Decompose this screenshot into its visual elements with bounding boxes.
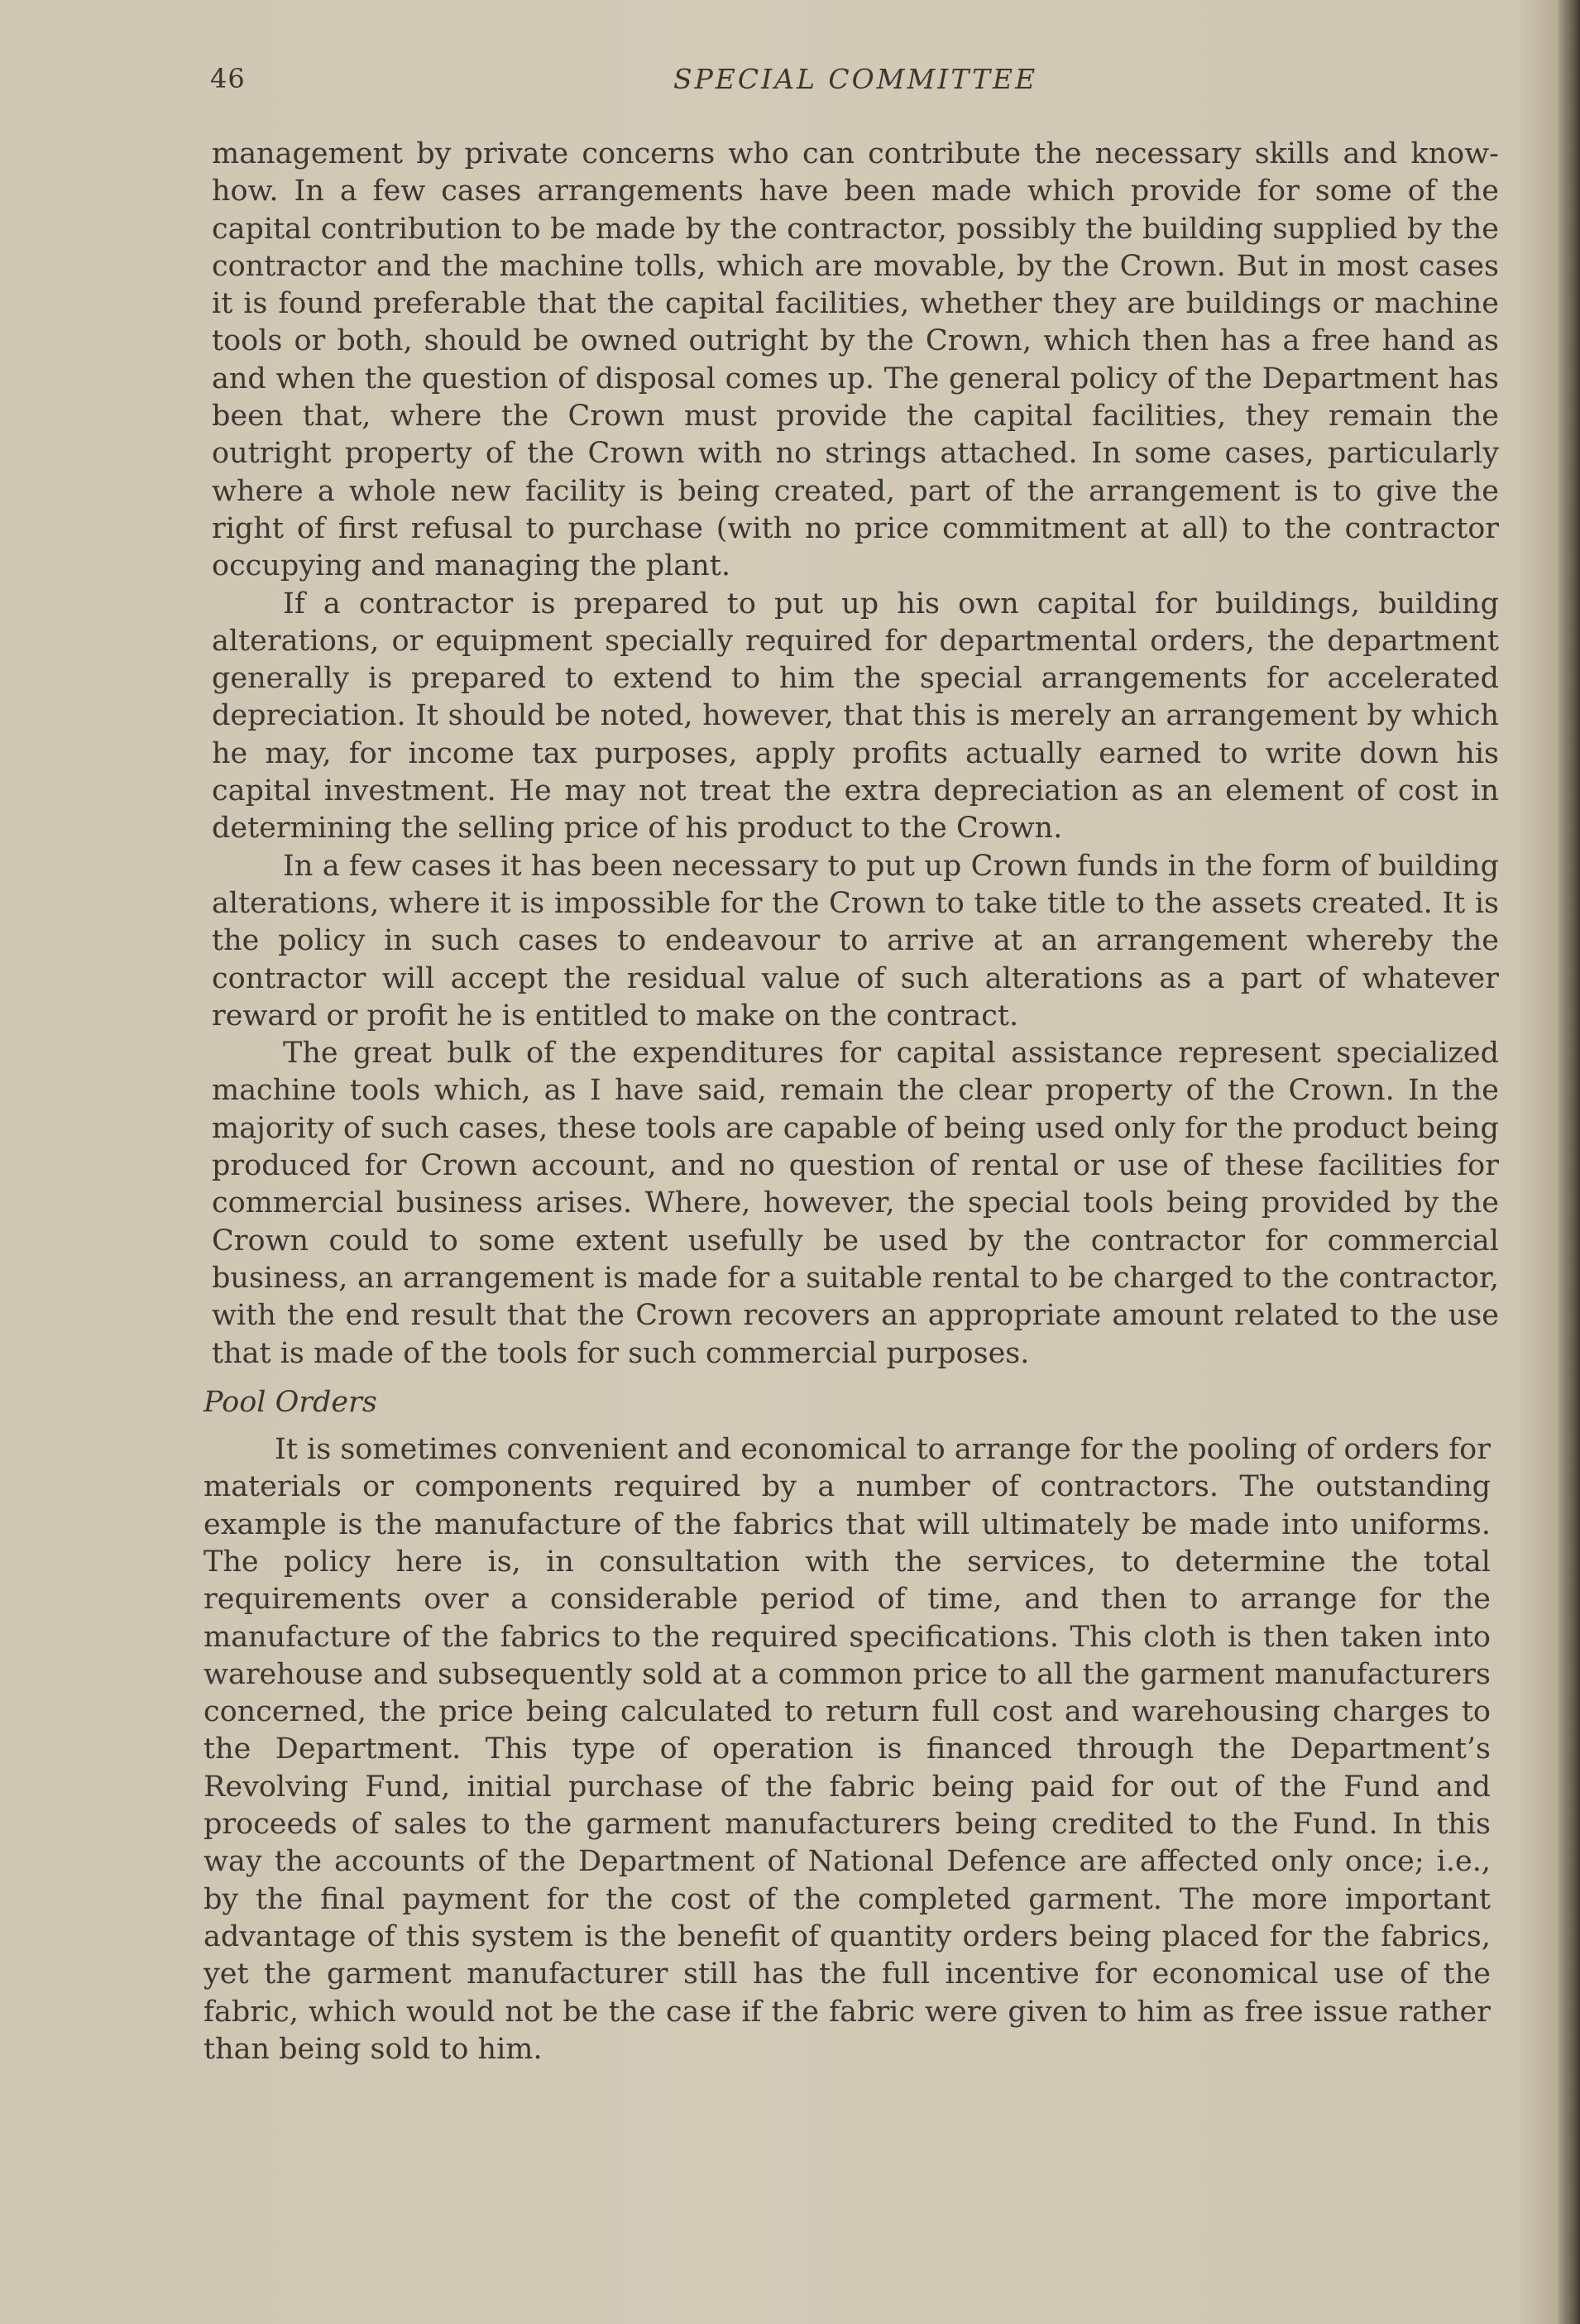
page-edge [1558, 0, 1580, 2324]
body-text [203, 136, 1499, 2068]
paragraph-machine-tools: The great bulk of the expenditures for capital assistance represent specialized machine tools which, as I have said, remain the clear property of the Crown. In the majority of such cases, these tools are capable of being used only for the product being produced for Crown account, and no question of rental or use of these facilities for commercial business arises. Where, however, the special tools being provided by the Crown could to some extent usefully be used by the contractor for commercial business, an arrangement is made for a suitable rental to be charged to the contractor, with the end result that the Crown recovers an appropriate amount related to the use that is made of the tools for such commercial purposes. [212, 1037, 1499, 1370]
paragraph-building-alterations: In a few cases it has been necessary to put up Crown funds in the form of building alterations, where it is impossible for the Crown to take title to the assets created. It is the policy in such cases to endeavour to arrive at an arrangement whereby the contractor will accept the residual value of such alterations as a part of whatever reward or profit he is entitled to make on the contract. [212, 849, 1499, 1033]
page-number: 46 [210, 63, 246, 94]
section-heading-pool-orders: Pool Orders [203, 1385, 377, 1419]
paragraph-depreciation: If a contractor is prepared to put up his own capital for buildings, building alterations, or equipment specially required for departmental orders, the department generally is prepared to extend to him the special arrangements for accelerated depreciation. It should be noted, however, that this is merely an arrangement by which he may, for income tax purposes, apply profits actually earned to write down his capital investment. He may not treat the extra depreciation as an element of cost in determining the selling price of his product to the Crown. [212, 587, 1499, 846]
paragraph-continued: management by private concerns who can contribute the necessary skills and know-how. In a few cases arrangements have been made which provide for some of the capital contribution to be made by the contractor, possibly the building supplied by the contractor and the machine tolls, which are movable, by the Crown. But in most cases it is found preferable that the capital facilities, whether they are buildings or machine tools or both, should be owned outright by the Crown, which then has a free hand as and when the question of disposal comes up. The general policy of the Department has been that, where the Crown must provide the capital facilities, they remain the outright property of the Crown with no strings attached. In some cases, particularly where a whole new facility is being created, part of the arrangement is to give the right of first refusal to purchase (with no price commitment at all) to the contractor occupying and managing the plant. [212, 137, 1499, 583]
running-head [210, 63, 1501, 96]
paragraph-pool-orders: It is sometimes convenient and economical to arrange for the pooling of orders for materials or components required by a number of contractors. The outstanding example is the manufacture of the fabrics that will ultimately be made into uniforms. The policy here is, in consultation with the services, to determine the total requirements over a considerable period of time, and then to arrange for the manufacture of the fabrics to the required specifications. This cloth is then taken into warehouse and subsequently sold at a common price to all the garment manufacturers concerned, the price being calculated to return full cost and warehousing charges to the Department. This type of operation is financed through the Department’s Revolving Fund, initial purchase of the fabric being paid for out of the Fund and proceeds of sales to the garment manufacturers being credited to the Fund. In this way the accounts of the Department of National Defence are affected only once; i.e., by the final payment for the cost of the completed garment. The more important advantage of this system is the benefit of quantity orders being placed for the fabrics, yet the garment manufacturer still has the full incentive for economical use of the fabric, which would not be the case if the fabric were given to him as free issue rather than being sold to him. [203, 1433, 1491, 2066]
running-title: SPECIAL COMMITTEE [673, 63, 1038, 95]
